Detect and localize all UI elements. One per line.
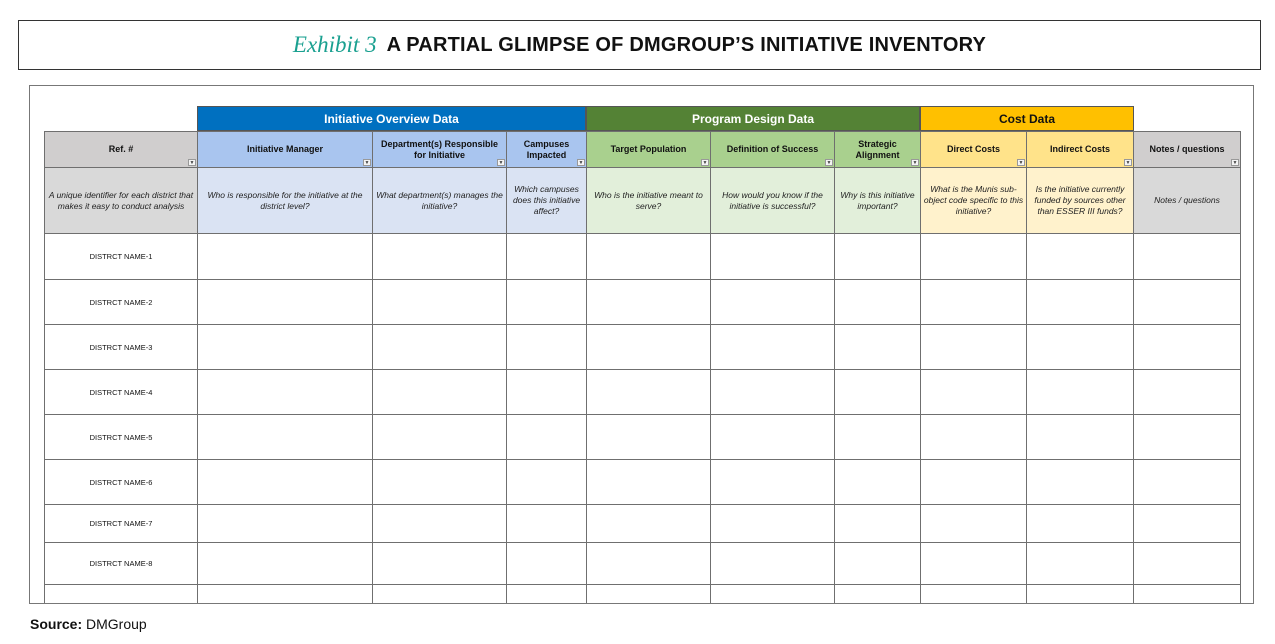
source-label: Source: [30,616,83,632]
desc-ref: A unique identifier for each district that makes it easy to conduct analysis [45,168,198,234]
table-cell[interactable] [507,543,587,585]
table-cell[interactable] [198,370,373,415]
chevron-down-icon[interactable]: ▼ [826,160,832,166]
table-cell[interactable] [507,280,587,325]
table-cell[interactable] [1027,325,1134,370]
table-cell[interactable] [198,234,373,280]
col-header-target-population[interactable]: Target Population ▼ [587,132,711,168]
table-row [45,460,1241,505]
table-cell[interactable] [711,370,835,415]
chevron-down-icon[interactable]: ▼ [578,160,584,166]
group-initiative-overview: Initiative Overview Data [197,106,586,131]
inventory-table [44,131,1241,604]
table-cell[interactable] [587,543,711,585]
table-cell[interactable] [711,234,835,280]
table-cell[interactable] [921,543,1027,585]
group-cost: Cost Data [920,106,1134,131]
row-label[interactable]: DISTRCT NAME-2 [45,280,198,325]
description-row [45,168,1241,234]
table-cell[interactable] [921,234,1027,280]
table-cell[interactable] [198,280,373,325]
table-cell[interactable] [373,280,507,325]
row-label[interactable]: DISTRCT NAME-6 [45,460,198,505]
table-cell[interactable] [1134,370,1241,415]
desc-department: What department(s) manages the initiative? [373,168,507,234]
table-cell[interactable] [45,585,198,605]
chevron-down-icon[interactable]: ▼ [1018,160,1024,166]
table-cell[interactable] [1134,415,1241,460]
col-header-ref[interactable]: Ref. # ▼ [45,132,198,168]
table-cell[interactable] [921,325,1027,370]
table-row [45,370,1241,415]
chevron-down-icon[interactable]: ▼ [498,160,504,166]
table-cell[interactable] [587,415,711,460]
table-cell[interactable] [507,505,587,543]
col-header-initiative-manager[interactable]: Initiative Manager ▼ [198,132,373,168]
row-label[interactable]: DISTRCT NAME-7 [45,505,198,543]
spreadsheet-frame [29,85,1254,604]
table-cell[interactable] [198,460,373,505]
table-cell[interactable] [373,370,507,415]
desc-campuses: Which campuses does this initiative affect? [507,168,587,234]
table-row [45,505,1241,543]
chevron-down-icon[interactable]: ▼ [1232,160,1238,166]
table-cell[interactable] [711,543,835,585]
table-cell[interactable] [1027,460,1134,505]
desc-definition-of-success: How would you know if the initiative is successful? [711,168,835,234]
table-cell[interactable] [711,415,835,460]
row-label[interactable]: DISTRCT NAME-4 [45,370,198,415]
table-cell[interactable] [1134,543,1241,585]
table-cell[interactable] [835,505,921,543]
desc-indirect-costs: Is the initiative currently funded by sources other than ESSER III funds? [1027,168,1134,234]
table-cell[interactable] [921,505,1027,543]
chevron-down-icon[interactable]: ▼ [912,160,918,166]
col-header-indirect-costs[interactable]: Indirect Costs ▼ [1027,132,1134,168]
desc-initiative-manager: Who is responsible for the initiative at the district level? [198,168,373,234]
table-cell[interactable] [1027,370,1134,415]
table-cell[interactable] [198,415,373,460]
row-label[interactable]: DISTRCT NAME-1 [45,234,198,280]
table-cell[interactable] [587,505,711,543]
table-cell[interactable] [1027,585,1134,605]
table-row [45,415,1241,460]
table-cell[interactable] [921,585,1027,605]
chevron-down-icon[interactable]: ▼ [1125,160,1131,166]
table-cell[interactable] [1134,234,1241,280]
table-cell[interactable] [711,585,835,605]
table-cell[interactable] [198,585,373,605]
table-cell[interactable] [1134,585,1241,605]
table-cell[interactable] [1027,234,1134,280]
table-cell[interactable] [1134,280,1241,325]
table-cell[interactable] [1027,543,1134,585]
table-cell[interactable] [373,505,507,543]
col-header-campuses[interactable]: Campuses Impacted ▼ [507,132,587,168]
table-cell[interactable] [1027,505,1134,543]
desc-target-population: Who is the initiative meant to serve? [587,168,711,234]
chevron-down-icon[interactable]: ▼ [702,160,708,166]
source-value: DMGroup [86,616,147,632]
table-cell[interactable] [198,325,373,370]
exhibit-title-box [18,20,1261,70]
table-cell[interactable] [921,460,1027,505]
table-cell[interactable] [373,460,507,505]
table-cell[interactable] [1027,415,1134,460]
desc-strategic-alignment: Why is this initiative important? [835,168,921,234]
table-cell[interactable] [587,460,711,505]
table-cell[interactable] [587,585,711,605]
table-row [45,234,1241,280]
table-row [45,543,1241,585]
table-cell[interactable] [711,325,835,370]
table-cell[interactable] [835,415,921,460]
desc-direct-costs: What is the Munis sub-object code specific to this initiative? [921,168,1027,234]
row-label[interactable]: DISTRCT NAME-3 [45,325,198,370]
table-cell[interactable] [835,543,921,585]
chevron-down-icon[interactable]: ▼ [189,160,195,166]
table-cell[interactable] [373,585,507,605]
row-label[interactable]: DISTRCT NAME-5 [45,415,198,460]
table-cell[interactable] [1134,325,1241,370]
desc-notes: Notes / questions [1134,168,1241,234]
table-cell[interactable] [921,415,1027,460]
table-cell[interactable] [507,415,587,460]
table-cell[interactable] [921,280,1027,325]
table-cell[interactable] [373,325,507,370]
table-cell[interactable] [921,370,1027,415]
group-program-design: Program Design Data [586,106,920,131]
table-cell[interactable] [835,234,921,280]
table-cell[interactable] [835,370,921,415]
table-cell[interactable] [507,234,587,280]
table-row [45,325,1241,370]
table-cell[interactable] [507,370,587,415]
table-cell[interactable] [835,280,921,325]
table-cell[interactable] [198,505,373,543]
source-note [30,616,147,632]
table-cell[interactable] [835,325,921,370]
table-cell[interactable] [373,415,507,460]
exhibit-label: Exhibit 3 [292,32,377,57]
table-cell[interactable] [507,585,587,605]
table-cell[interactable] [835,585,921,605]
table-row [45,585,1241,605]
table-cell[interactable] [1027,280,1134,325]
table-cell[interactable] [587,370,711,415]
table-row [45,280,1241,325]
table-cell[interactable] [711,280,835,325]
table-cell[interactable] [587,234,711,280]
table-cell[interactable] [1134,505,1241,543]
col-header-department[interactable]: Department(s) Responsible for Initiative ▼ [373,132,507,168]
table-cell[interactable] [711,460,835,505]
table-cell[interactable] [373,543,507,585]
table-cell[interactable] [373,234,507,280]
table-cell[interactable] [198,543,373,585]
col-header-definition-of-success[interactable]: Definition of Success ▼ [711,132,835,168]
table-cell[interactable] [507,460,587,505]
table-cell[interactable] [711,505,835,543]
table-cell[interactable] [507,325,587,370]
exhibit-title: A PARTIAL GLIMPSE OF DMGROUP’S INITIATIVE INVENTORY [386,33,987,56]
row-label[interactable]: DISTRCT NAME-8 [45,543,198,585]
col-header-direct-costs[interactable]: Direct Costs ▼ [921,132,1027,168]
table-cell[interactable] [835,460,921,505]
table-cell[interactable] [587,325,711,370]
header-row [45,132,1241,168]
chevron-down-icon[interactable]: ▼ [364,160,370,166]
table-cell[interactable] [1134,460,1241,505]
col-header-strategic-alignment[interactable]: Strategic Alignment ▼ [835,132,921,168]
table-cell[interactable] [587,280,711,325]
col-header-notes[interactable]: Notes / questions ▼ [1134,132,1241,168]
